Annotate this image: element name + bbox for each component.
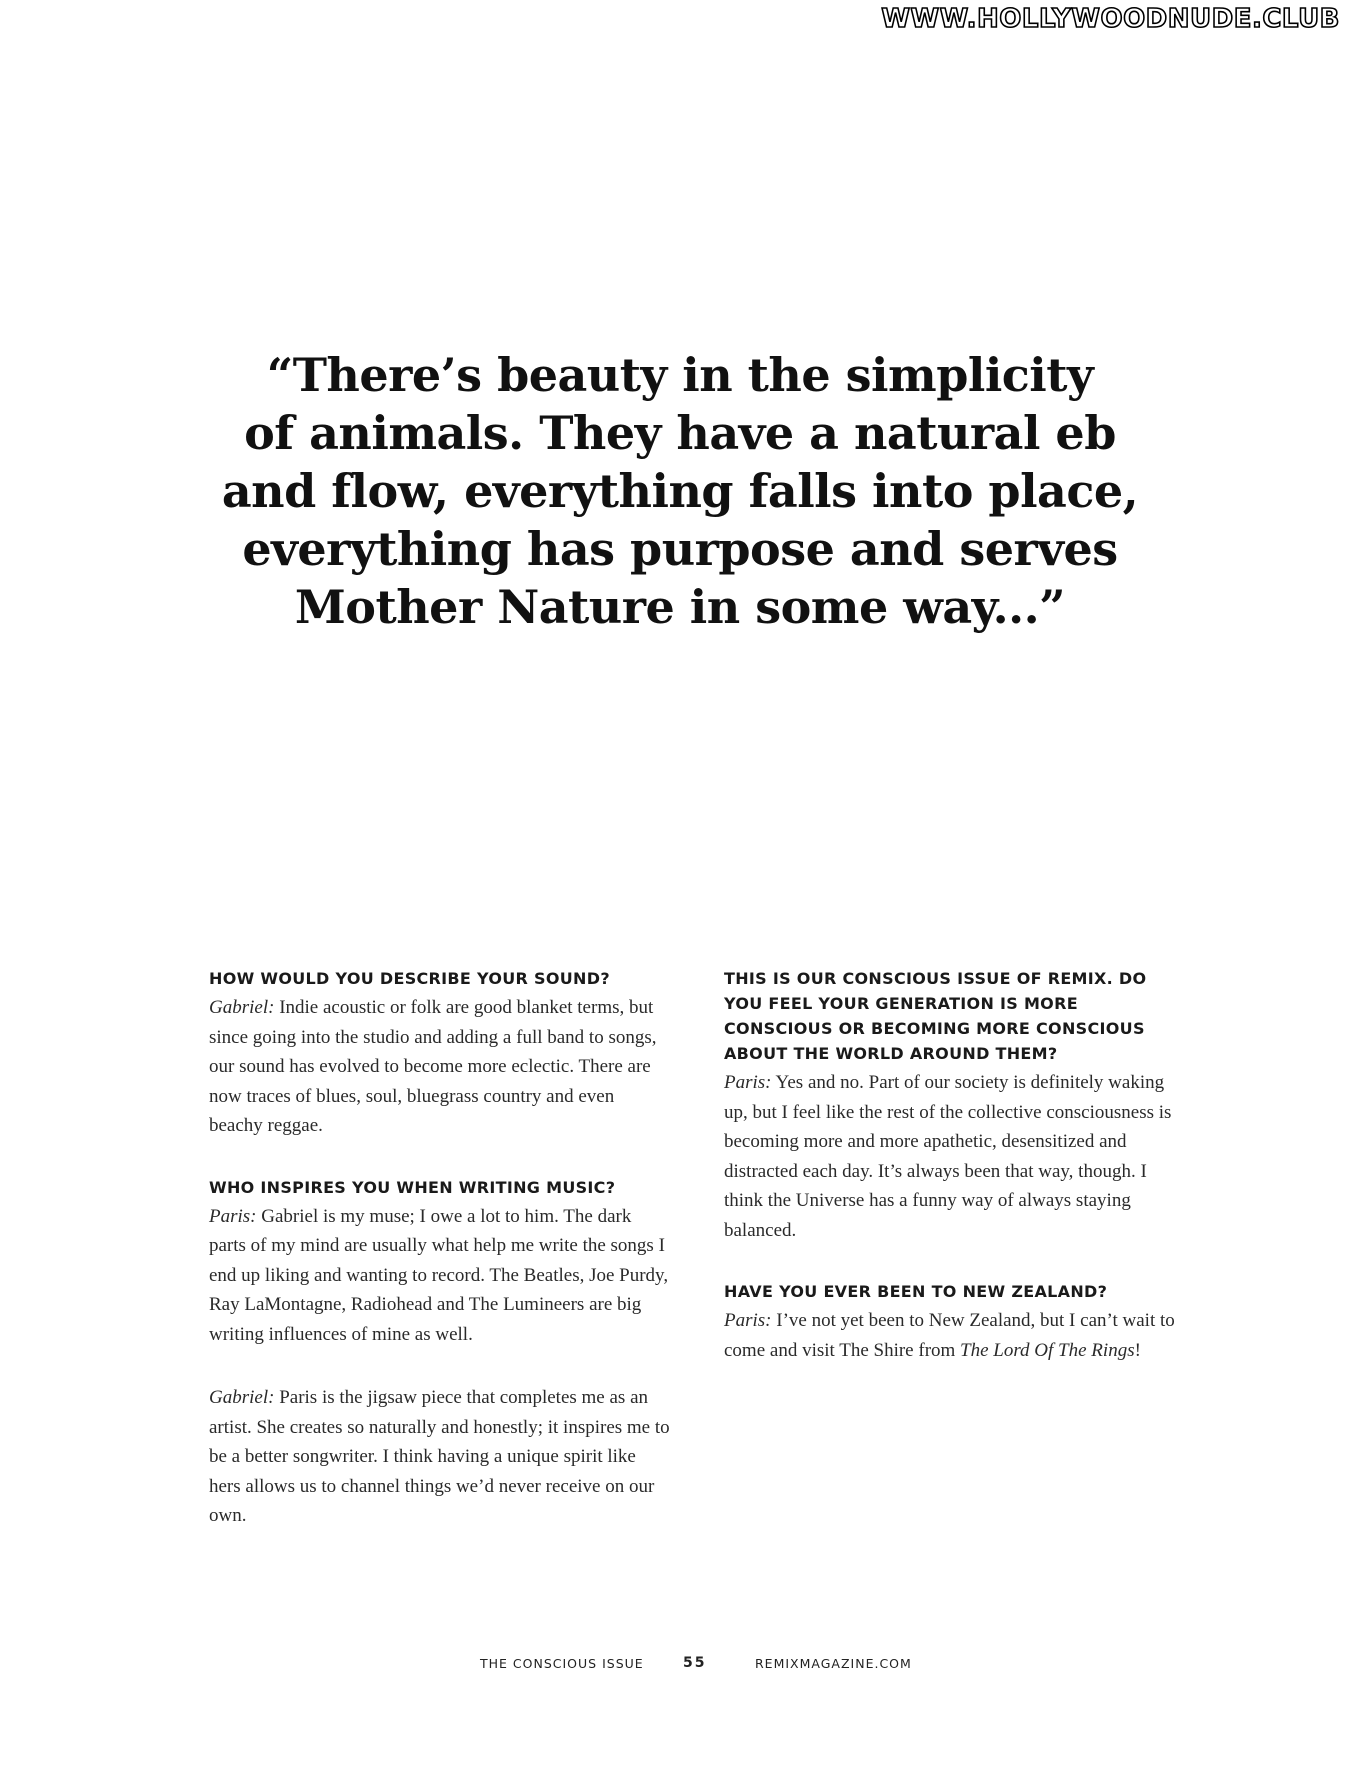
page-number: 55 [683,1655,707,1671]
page-footer [0,1656,1360,1676]
speaker-name: Paris: [724,1072,772,1093]
answer-text [209,1383,671,1531]
watermark-text: WWW.HOLLYWOODNUDE.CLUB [881,4,1340,34]
qa-block-inspiration [209,1175,671,1350]
answer-body: Yes and no. Part of our society is definitely waking up, but I feel like the rest of the collective consciousness is becoming more and more apathetic, desensitized and distracted each day. It’s always been that way, though. I think the Universe has a funny way of always staying balanced. [724,1072,1172,1241]
pull-quote-line: everything has purpose and serves [242,522,1118,576]
pull-quote-line: and flow, everything falls into place, [221,464,1139,518]
question-heading: HOW WOULD YOU DESCRIBE YOUR SOUND? [209,969,610,988]
magazine-website: REMIXMAGAZINE.COM [755,1656,912,1671]
answer-text [724,1068,1184,1245]
speaker-name: Gabriel: [209,997,275,1018]
left-column [209,966,671,1565]
speaker-name: Paris: [724,1310,772,1331]
answer-body: I’ve not yet been to New Zealand, but I can’t wait to come and visit The Shire from [724,1310,1175,1361]
qa-block-conscious [724,966,1184,1245]
qa-block-new-zealand [724,1279,1184,1365]
qa-block-sound [209,966,671,1141]
speaker-name: Gabriel: [209,1387,275,1408]
answer-body-end: ! [1134,1339,1141,1361]
book-title: The Lord Of The Rings [960,1339,1135,1361]
question-heading: WHO INSPIRES YOU WHEN WRITING MUSIC? [209,1177,616,1197]
qa-block-inspiration-followup [209,1383,671,1531]
answer-body: Gabriel is my muse; I owe a lot to him. The dark parts of my mind are usually what help me write the songs I end up liking and wanting to record. The Beatles, Joe Purdy, Ray LaMontagne, Radiohead and The Lumineers are big writing influences of mine as well. [209,1205,669,1345]
answer-text [209,993,671,1141]
answer-body: Paris is the jigsaw piece that completes me as an artist. She creates so naturally and honestly; it inspires me to be a better songwriter. I think having a unique spirit like hers allows us to channel things we’d never receive on our own. [209,1387,670,1526]
answer-body: Indie acoustic or folk are good blanket terms, but since going into the studio and adding a full band to songs, our sound has evolved to become more eclectic. There are now traces of blues, soul, bluegrass country and even beachy reggae. [209,997,657,1136]
question-heading: THIS IS OUR CONSCIOUS ISSUE OF REMIX. DO YOU FEEL YOUR GENERATION IS MORE CONSCIOUS OR BECOMING MORE CONSCIOUS ABOUT THE WORLD AROUND THEM? [724,969,1147,1063]
issue-name: THE CONSCIOUS ISSUE [480,1656,644,1671]
pull-quote [150,346,1210,636]
speaker-name: Paris: [209,1205,257,1227]
answer-text [209,1202,671,1350]
pull-quote-line: of animals. They have a natural eb [244,406,1116,460]
answer-text [724,1306,1184,1365]
question-heading: HAVE YOU EVER BEEN TO NEW ZEALAND? [724,1282,1108,1301]
pull-quote-line: Mother Nature in some way...” [294,580,1066,634]
pull-quote-line: “There’s beauty in the simplicity [266,348,1094,402]
right-column [724,966,1184,1399]
